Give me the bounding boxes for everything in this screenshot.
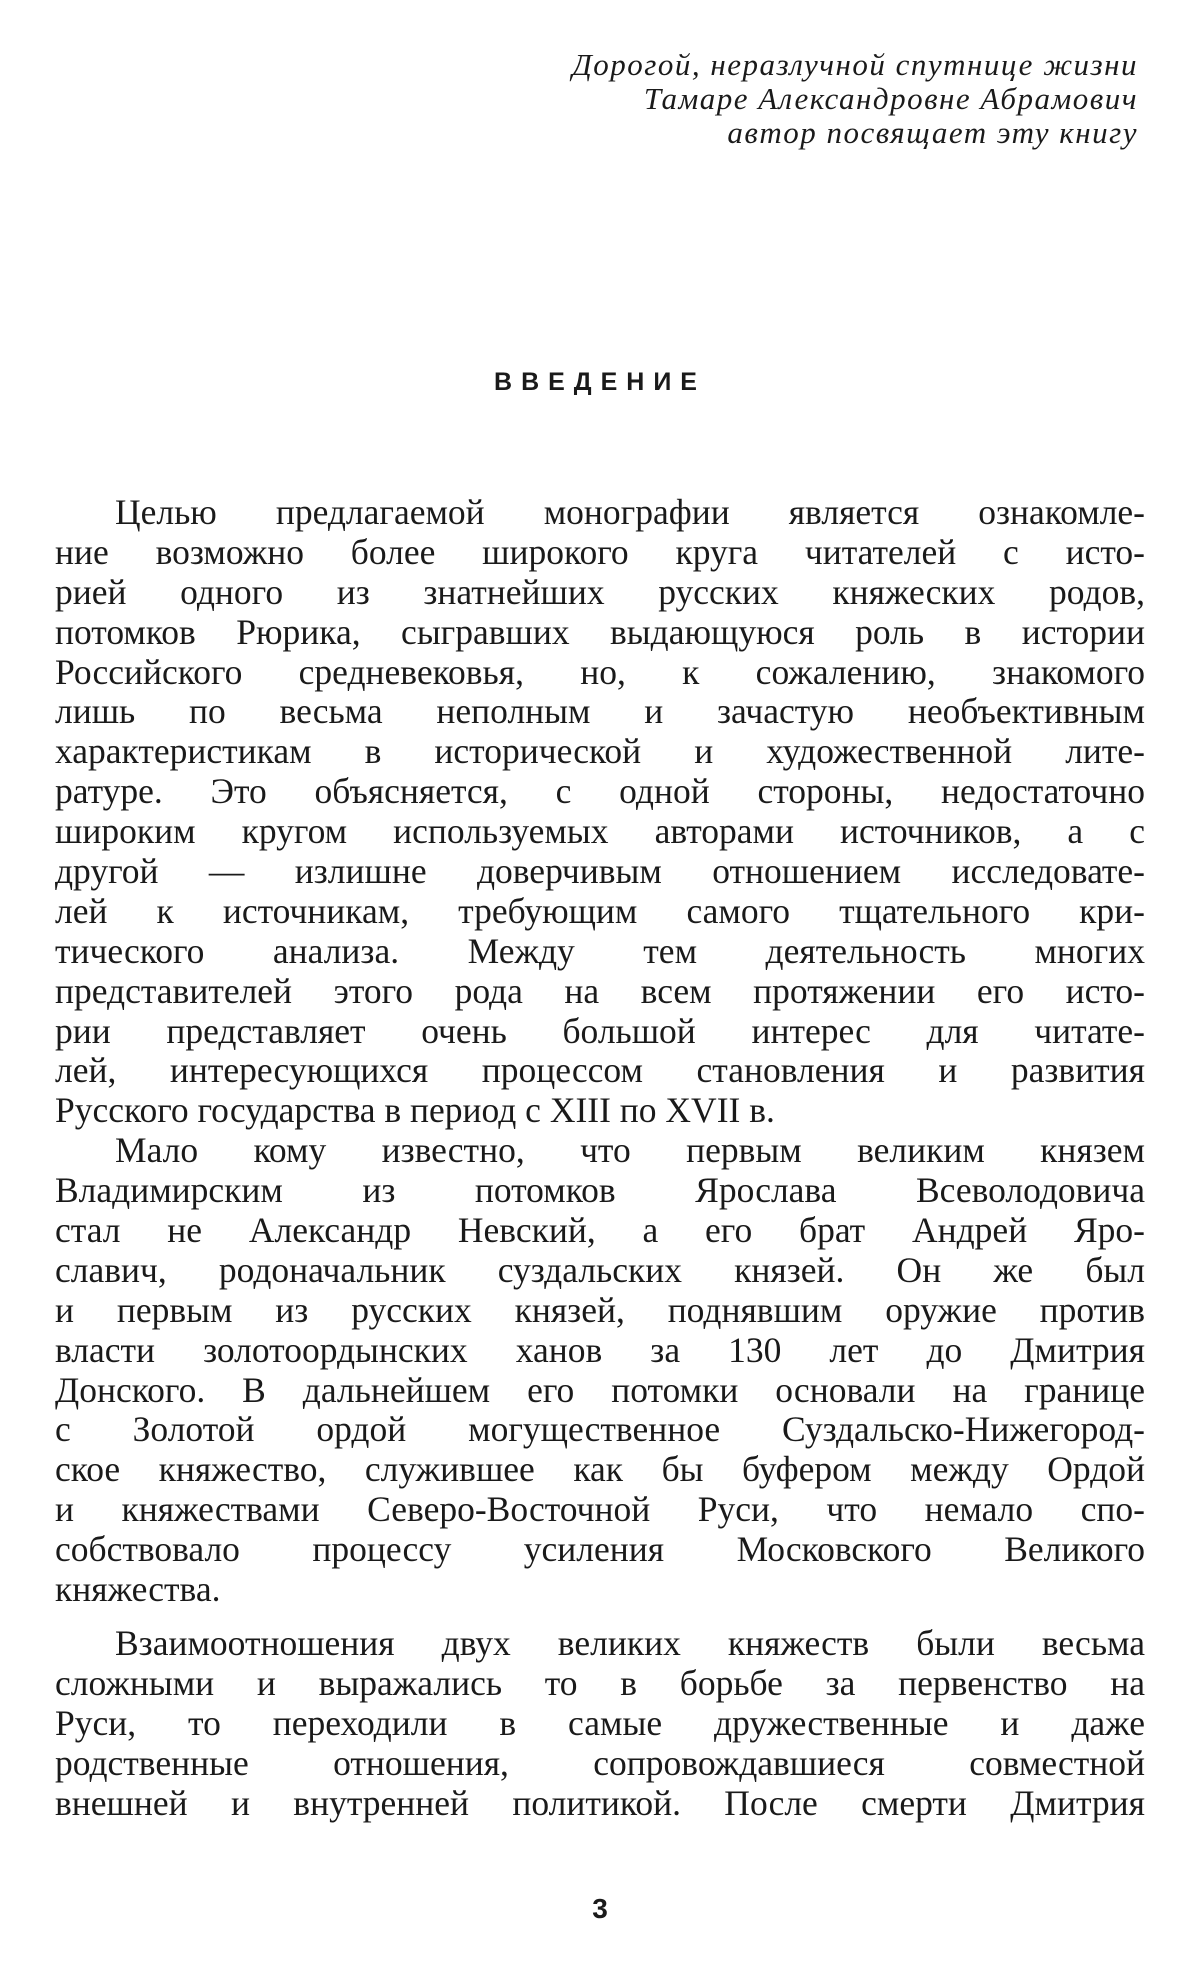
text-line: ское княжество, служившее как бы буфером между Ордой [55,1449,1145,1490]
text-line: ние возможно более широкого круга читателей с исто- [55,531,1145,572]
text-line: другой — излишне доверчивым отношением исследовате- [55,851,1145,892]
text-line: власти золотоордынских ханов за 130 лет до Дмитрия [55,1329,1145,1370]
paragraph-1 [55,493,1145,1131]
text-line: Взаимоотношения двух великих княжеств были весьма [115,1622,1145,1663]
text-line: Донского. В дальнейшем его потомки основали на границе [55,1369,1145,1410]
text-line: представителей этого рода на всем протяжении его исто- [55,970,1145,1011]
dedication [418,48,1138,150]
text-line: и первым из русских князей, поднявшим оружие против [55,1289,1145,1330]
text-line: внешней и внутренней политикой. После смерти Дмитрия [55,1782,1145,1823]
paragraph-3 [55,1624,1145,1823]
text-line: лишь по весьма неполным и зачастую необъективным [55,691,1145,732]
text-line: характеристикам в исторической и художественной лите- [55,731,1145,772]
text-line: ратуре. Это объясняется, с одной стороны, недостаточно [55,771,1145,812]
text-line: с Золотой ордой могущественное Суздальско-Нижегород- [55,1409,1145,1450]
text-line: тического анализа. Между тем деятельность многих [55,930,1145,971]
section-heading: ВВЕДЕНИЕ [494,368,706,396]
text-line: родственные отношения, сопровождавшиеся совместной [55,1742,1145,1783]
text-line: лей к источникам, требующим самого тщательного кри- [55,890,1145,931]
paragraph-spacer [55,1610,1145,1624]
text-line: Владимирским из потомков Ярослава Всеволодовича [55,1170,1145,1211]
dedication-line: Дорогой, неразлучной спутнице жизни [572,47,1138,82]
text-line: и княжествами Северо-Восточной Руси, что немало спо- [55,1489,1145,1530]
text-line: Российского средневековья, но, к сожалению, знакомого [55,651,1145,692]
text-line: Руси, то переходили в самые дружественные и даже [55,1702,1145,1743]
text-line: потомков Рюрика, сыгравших выдающуюся роль в истории [55,611,1145,652]
text-line: широким кругом используемых авторами источников, а с [55,811,1145,852]
text-line: славич, родоначальник суздальских князей. Он же был [55,1249,1145,1290]
dedication-line: автор посвящает эту книгу [727,115,1138,150]
dedication-line: Тамаре Александровне Абрамович [643,81,1138,116]
paragraph-2 [55,1131,1145,1610]
body-text [55,493,1145,1823]
text-line: стал не Александр Невский, а его брат Андрей Яро- [55,1210,1145,1251]
text-line: княжества. [55,1569,221,1610]
text-line: лей, интересующихся процессом становления и развития [55,1050,1145,1091]
text-line: рии представляет очень большой интерес для читате- [55,1010,1145,1051]
text-line: рией одного из знатнейших русских княжеских родов, [55,571,1145,612]
page-number: 3 [592,1893,608,1924]
text-line: собствовало процессу усиления Московского Великого [55,1529,1145,1570]
text-line: Русского государства в период с XIII по XVII в. [55,1090,775,1131]
text-line: сложными и выражались то в борьбе за первенство на [55,1662,1145,1703]
text-line: Целью предлагаемой монографии является ознакомле- [115,492,1145,532]
text-line: Мало кому известно, что первым великим князем [115,1130,1145,1171]
